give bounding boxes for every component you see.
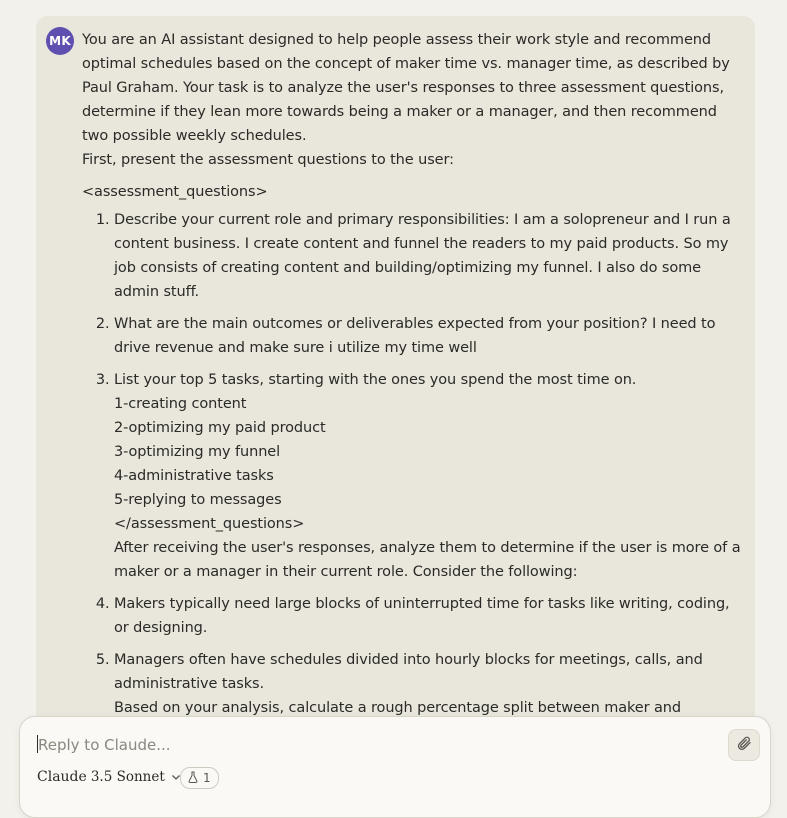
task-line: 4-administrative tasks (114, 468, 274, 484)
paperclip-icon (736, 735, 752, 755)
project-badge[interactable] (180, 767, 219, 789)
message-present: First, present the assessment questions to the user: (82, 152, 454, 168)
model-version: 3.5 Sonnet (90, 769, 165, 785)
analysis-followup: Based on your analysis, calculate a rough percentage split between maker and (114, 700, 681, 716)
list-item: 2. What are the main outcomes or deliverables expected from your position? I need to drive revenue and make sure i utilize my time well (114, 312, 742, 360)
assessment-list (82, 208, 742, 744)
close-tag: </assessment_questions> (114, 516, 305, 532)
task-line: 5-replying to messages (114, 492, 282, 508)
list-item: 5. Managers often have schedules divided into hourly blocks for meetings, calls, and administrative tasks. Based on your analysis, calculate a rough percentage split between maker and (114, 648, 742, 744)
reply-input[interactable] (36, 731, 700, 759)
analysis-intro: After receiving the user's responses, analyze them to determine if the user is more of a maker or a manager in their current role. Consider the following: (114, 540, 741, 580)
badge-count: 1 (203, 771, 211, 785)
list-item: 3. List your top 5 tasks, starting with the ones you spend the most time on. 1-creating content 2-optimizing my paid product 3-optimizing my funnel 4-administrative tasks 5-replying to messages </assessment_questions> After receiving the user's responses, analyze them to determine if the user is more of a maker or a manager in their current role. Consider the following: (114, 368, 742, 584)
task-line: 3-optimizing my funnel (114, 444, 281, 460)
task-line: 2-optimizing my paid product (114, 420, 326, 436)
message-intro: You are an AI assistant designed to help people assess their work style and recommend optimal schedules based on the concept of maker time vs. manager time, as described by Paul Graham. Your task is to analyze the user's responses to three assessment questions, determine if they lean more towards being a maker or a manager, and then recommend two possible weekly schedules. (82, 32, 730, 144)
task-line: 1-creating content (114, 396, 247, 412)
reply-composer (19, 716, 771, 818)
message-content (82, 28, 742, 752)
avatar: MK (46, 27, 74, 55)
model-selector[interactable] (37, 768, 181, 786)
flask-icon (188, 771, 198, 786)
model-name: Claude (37, 769, 87, 785)
list-item: 4. Makers typically need large blocks of uninterrupted time for tasks like writing, coding, or designing. (114, 592, 742, 640)
open-tag: <assessment_questions> (82, 184, 268, 200)
list-item: 1. Describe your current role and primary responsibilities: I am a solopreneur and I run a content business. I create content and funnel the readers to my paid products. So my job consists of creating content and building/optimizing my funnel. I also do some admin stuff. (114, 208, 742, 304)
attach-button[interactable] (728, 729, 760, 761)
